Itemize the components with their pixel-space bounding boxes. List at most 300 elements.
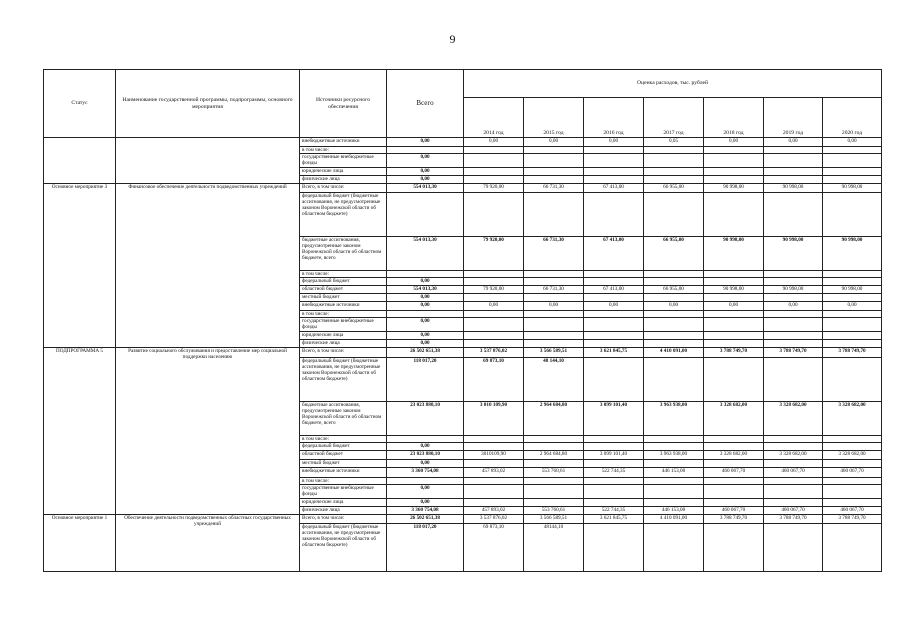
- year-value: [584, 340, 644, 348]
- header-year: 2014 год: [464, 98, 524, 138]
- year-value: [524, 294, 584, 302]
- expenses-table: [43, 69, 882, 572]
- year-value: [764, 460, 823, 468]
- year-value: 79 920,00: [464, 184, 524, 193]
- year-value: [764, 478, 823, 485]
- year-value: [764, 358, 823, 402]
- year-value: [644, 443, 704, 451]
- year-value: [524, 168, 584, 176]
- year-value: 553 760,61: [524, 468, 584, 478]
- funding-source: юридические лица: [300, 332, 387, 340]
- year-value: [464, 168, 524, 176]
- year-value: 3 099 101,40: [584, 451, 644, 460]
- total-value: 0,00: [387, 340, 464, 348]
- year-value: [464, 332, 524, 340]
- year-value: 90 998,00: [704, 286, 764, 294]
- year-value: [764, 485, 823, 499]
- year-value: [764, 499, 823, 507]
- year-value: [584, 499, 644, 507]
- year-value: [524, 478, 584, 485]
- year-value: 90 998,00: [823, 237, 882, 271]
- year-value: [823, 176, 882, 184]
- year-value: [823, 340, 882, 348]
- total-value: 26 502 651,38: [387, 348, 464, 358]
- year-value: [644, 340, 704, 348]
- year-value: [764, 154, 823, 168]
- year-value: [464, 443, 524, 451]
- year-value: [584, 485, 644, 499]
- year-value: 0,00: [524, 138, 584, 147]
- year-value: [584, 176, 644, 184]
- funding-source: физические лица: [300, 340, 387, 348]
- year-value: [584, 460, 644, 468]
- table-row: [44, 515, 882, 524]
- year-value: [704, 147, 764, 154]
- year-value: [584, 193, 644, 237]
- year-value: 0,05: [644, 138, 704, 147]
- funding-source: юридические лица: [300, 168, 387, 176]
- total-value: [387, 147, 464, 154]
- year-value: 522 744,35: [584, 468, 644, 478]
- year-value: [704, 193, 764, 237]
- funding-source: внебюджетные источники: [300, 138, 387, 147]
- total-value: 554 013,30: [387, 286, 464, 294]
- year-value: 460 067,70: [764, 507, 823, 515]
- year-value: [704, 485, 764, 499]
- total-value: 0,00: [387, 302, 464, 311]
- year-value: [823, 358, 882, 402]
- year-value: [764, 318, 823, 332]
- header-name: Наименование государственной программы, подпрограммы, основного мероприятия: [116, 70, 300, 138]
- year-value: 66 731,30: [524, 237, 584, 271]
- year-value: 3 788 749,70: [823, 348, 882, 358]
- year-value: 0,00: [704, 138, 764, 147]
- row-status: [44, 138, 116, 184]
- funding-source: бюджетные ассигнования, предусмотренные законом Воронежской области об областном бюджете, всего: [300, 402, 387, 436]
- header-expenses-group: Оценка расходов, тыс. рублей: [464, 70, 882, 98]
- total-value: 0,00: [387, 176, 464, 184]
- table-row: [44, 184, 882, 193]
- header-year: 2016 год: [584, 98, 644, 138]
- year-value: [644, 358, 704, 402]
- funding-source: физические лица: [300, 176, 387, 184]
- year-value: 3 328 682,00: [764, 451, 823, 460]
- year-value: 67 413,00: [584, 237, 644, 271]
- year-value: [524, 332, 584, 340]
- year-value: 0,00: [823, 302, 882, 311]
- year-value: 0,00: [464, 138, 524, 147]
- total-value: 554 013,30: [387, 237, 464, 271]
- year-value: [764, 168, 823, 176]
- funding-source: федеральный бюджет (бюджетные ассигнования, не предусмотренные законом Воронежской области об областном бюджете): [300, 524, 387, 572]
- year-value: [584, 358, 644, 402]
- year-value: 0,00: [644, 302, 704, 311]
- year-value: 0,00: [464, 302, 524, 311]
- year-value: [464, 294, 524, 302]
- year-value: [524, 443, 584, 451]
- row-program-name: Обеспечение деятельности подведомственных областных государственных учреждений: [116, 515, 300, 572]
- year-value: 4 410 091,00: [644, 515, 704, 524]
- year-value: 3 963 938,00: [644, 451, 704, 460]
- year-value: [704, 168, 764, 176]
- year-value: [464, 193, 524, 237]
- year-value: 0,00: [584, 302, 644, 311]
- year-value: [823, 478, 882, 485]
- year-value: 3 788 749,70: [704, 348, 764, 358]
- page-number: 9: [449, 32, 456, 46]
- year-value: [704, 443, 764, 451]
- year-value: [823, 443, 882, 451]
- year-value: 0,00: [524, 302, 584, 311]
- total-value: 0,00: [387, 318, 464, 332]
- year-value: 3 566 589,51: [524, 515, 584, 524]
- row-status: ПОДПРОГРАММА 5: [44, 348, 116, 515]
- year-value: [644, 154, 704, 168]
- total-value: 554 013,30: [387, 184, 464, 193]
- funding-source: областной бюджет: [300, 286, 387, 294]
- year-value: 66 731,30: [524, 184, 584, 193]
- total-value: [387, 311, 464, 318]
- year-value: 457 893,02: [464, 468, 524, 478]
- total-value: 23 023 880,10: [387, 402, 464, 436]
- year-value: 90 998,00: [823, 184, 882, 193]
- year-value: [823, 524, 882, 572]
- year-value: 460 067,70: [823, 507, 882, 515]
- total-value: 118 017,20: [387, 358, 464, 402]
- funding-source: в том числе:: [300, 311, 387, 318]
- year-value: [464, 485, 524, 499]
- total-value: [387, 478, 464, 485]
- year-value: [464, 318, 524, 332]
- year-value: [764, 340, 823, 348]
- year-value: [704, 436, 764, 443]
- year-value: 90 998,00: [764, 184, 823, 193]
- year-value: [524, 311, 584, 318]
- funding-source: Всего, в том числе:: [300, 184, 387, 193]
- year-value: 90 998,00: [704, 184, 764, 193]
- total-value: [387, 436, 464, 443]
- year-value: [584, 332, 644, 340]
- year-value: 460 067,70: [823, 468, 882, 478]
- funding-source: юридические лица: [300, 499, 387, 507]
- year-value: 79 920,00: [464, 237, 524, 271]
- total-value: [387, 193, 464, 237]
- year-value: 3 328 682,00: [823, 451, 882, 460]
- funding-source: государственные внебюджетные фонды: [300, 318, 387, 332]
- total-value: 0,00: [387, 138, 464, 147]
- funding-source: местный бюджет: [300, 460, 387, 468]
- row-status: Основное мероприятие 3: [44, 184, 116, 348]
- year-value: [764, 294, 823, 302]
- funding-source: в том числе:: [300, 478, 387, 485]
- total-value: 0,00: [387, 294, 464, 302]
- total-value: 0,00: [387, 278, 464, 286]
- year-value: 90 998,00: [704, 237, 764, 271]
- year-value: [823, 294, 882, 302]
- funding-source: федеральный бюджет (бюджетные ассигнования, не предусмотренные законом Воронежской области об областном бюджете): [300, 193, 387, 237]
- funding-source: физические лица: [300, 507, 387, 515]
- year-value: 460 067,70: [704, 468, 764, 478]
- table-row: [44, 348, 882, 358]
- year-value: 3010109,90: [464, 451, 524, 460]
- year-value: 2 964 684,80: [524, 402, 584, 436]
- row-program-name: Финансовое обеспечение деятельности подведомственных учреждений: [116, 184, 300, 348]
- total-value: 0,00: [387, 499, 464, 507]
- year-value: 3 328 682,00: [704, 402, 764, 436]
- year-value: 3 621 845,75: [584, 348, 644, 358]
- year-value: 3 788 749,70: [823, 515, 882, 524]
- year-value: [644, 332, 704, 340]
- year-value: [704, 524, 764, 572]
- year-value: [644, 168, 704, 176]
- funding-source: Всего, в том числе:: [300, 515, 387, 524]
- year-value: [704, 294, 764, 302]
- row-program-name: Развитие социального обслуживания и предоставление мер социальной поддержки населению: [116, 348, 300, 515]
- year-value: [584, 271, 644, 278]
- year-value: 3 566 589,51: [524, 348, 584, 358]
- year-value: 4 410 091,00: [644, 348, 704, 358]
- year-value: 0,00: [704, 302, 764, 311]
- year-value: 3 788 749,70: [704, 515, 764, 524]
- year-value: [464, 499, 524, 507]
- year-value: [644, 485, 704, 499]
- total-value: 0,00: [387, 443, 464, 451]
- year-value: [524, 340, 584, 348]
- total-value: 3 360 754,08: [387, 468, 464, 478]
- header-year: 2018 год: [704, 98, 764, 138]
- year-value: [644, 524, 704, 572]
- year-value: [584, 147, 644, 154]
- year-value: 90 998,00: [764, 286, 823, 294]
- funding-source: государственные внебюджетные фонды: [300, 485, 387, 499]
- total-value: 0,00: [387, 154, 464, 168]
- total-value: 26 502 651,38: [387, 515, 464, 524]
- year-value: [524, 193, 584, 237]
- year-value: [644, 278, 704, 286]
- funding-source: областной бюджет: [300, 451, 387, 460]
- year-value: [644, 176, 704, 184]
- row-status: Основное мероприятие 1: [44, 515, 116, 572]
- year-value: 0,00: [764, 302, 823, 311]
- funding-source: в том числе:: [300, 271, 387, 278]
- total-value: 23 023 880,10: [387, 451, 464, 460]
- year-value: 460 067,70: [764, 468, 823, 478]
- year-value: 3 537 876,02: [464, 515, 524, 524]
- year-value: [584, 318, 644, 332]
- year-value: [704, 154, 764, 168]
- year-value: [704, 176, 764, 184]
- funding-source: государственные внебюджетные фонды: [300, 154, 387, 168]
- year-value: [704, 358, 764, 402]
- year-value: 446 153,00: [644, 507, 704, 515]
- year-value: 66 955,00: [644, 286, 704, 294]
- year-value: 460 067,70: [704, 507, 764, 515]
- year-value: [644, 436, 704, 443]
- year-value: [764, 524, 823, 572]
- year-value: [823, 311, 882, 318]
- year-value: [704, 478, 764, 485]
- funding-source: бюджетные ассигнования, предусмотренные законом Воронежской области об областном бюджете, всего: [300, 237, 387, 271]
- year-value: [704, 499, 764, 507]
- year-value: 0,00: [823, 138, 882, 147]
- total-value: 118 017,20: [387, 524, 464, 572]
- funding-source: внебюджетные источники: [300, 302, 387, 311]
- year-value: [704, 460, 764, 468]
- year-value: [823, 154, 882, 168]
- year-value: 3 328 682,00: [823, 402, 882, 436]
- total-value: 0,00: [387, 168, 464, 176]
- row-program-name: [116, 138, 300, 184]
- year-value: [524, 460, 584, 468]
- year-value: [823, 193, 882, 237]
- year-value: [524, 278, 584, 286]
- year-value: 3 010 109,90: [464, 402, 524, 436]
- year-value: 48 144,10: [524, 358, 584, 402]
- funding-source: в том числе:: [300, 147, 387, 154]
- year-value: [584, 278, 644, 286]
- year-value: [524, 271, 584, 278]
- year-value: 0,00: [764, 138, 823, 147]
- year-value: [524, 436, 584, 443]
- year-value: 66 955,00: [644, 184, 704, 193]
- year-value: [464, 436, 524, 443]
- year-value: 66 731,30: [524, 286, 584, 294]
- year-value: 2 964 684,80: [524, 451, 584, 460]
- year-value: [644, 147, 704, 154]
- total-value: [387, 271, 464, 278]
- year-value: 69 873,10: [464, 524, 524, 572]
- year-value: 3 328 682,00: [764, 402, 823, 436]
- year-value: 522 744,35: [584, 507, 644, 515]
- year-value: [764, 332, 823, 340]
- year-value: [524, 318, 584, 332]
- year-value: [644, 499, 704, 507]
- year-value: [764, 193, 823, 237]
- year-value: [464, 147, 524, 154]
- year-value: [644, 294, 704, 302]
- header-year: 2017 год: [644, 98, 704, 138]
- year-value: [823, 318, 882, 332]
- year-value: [823, 499, 882, 507]
- year-value: 79 920,00: [464, 286, 524, 294]
- year-value: [584, 443, 644, 451]
- year-value: [704, 332, 764, 340]
- funding-source: внебюджетные источники: [300, 468, 387, 478]
- funding-source: федеральный бюджет (бюджетные ассигнования, не предусмотренные законом Воронежской области об областном бюджете): [300, 358, 387, 402]
- header-total: Всего: [387, 70, 464, 138]
- year-value: [644, 311, 704, 318]
- year-value: [644, 271, 704, 278]
- year-value: [823, 147, 882, 154]
- year-value: 3 328 682,00: [704, 451, 764, 460]
- year-value: 3 788 749,70: [764, 348, 823, 358]
- year-value: [823, 436, 882, 443]
- year-value: [524, 147, 584, 154]
- total-value: 0,00: [387, 460, 464, 468]
- year-value: [464, 176, 524, 184]
- header-year: 2020 год: [823, 98, 882, 138]
- year-value: 3 788 749,70: [764, 515, 823, 524]
- year-value: [524, 499, 584, 507]
- year-value: 3 099 101,40: [584, 402, 644, 436]
- total-value: 0,00: [387, 485, 464, 499]
- year-value: 90 998,00: [764, 237, 823, 271]
- year-value: [823, 332, 882, 340]
- year-value: [464, 278, 524, 286]
- year-value: [704, 318, 764, 332]
- year-value: [704, 311, 764, 318]
- year-value: 69 873,10: [464, 358, 524, 402]
- year-value: 48144,10: [524, 524, 584, 572]
- year-value: [644, 318, 704, 332]
- year-value: [764, 147, 823, 154]
- year-value: [584, 168, 644, 176]
- year-value: [584, 436, 644, 443]
- year-value: 66 955,00: [644, 237, 704, 271]
- funding-source: местный бюджет: [300, 294, 387, 302]
- year-value: 67 413,00: [584, 184, 644, 193]
- year-value: [584, 294, 644, 302]
- table-row: [44, 138, 882, 147]
- year-value: [524, 154, 584, 168]
- year-value: [823, 168, 882, 176]
- year-value: [524, 485, 584, 499]
- funding-source: в том числе:: [300, 436, 387, 443]
- year-value: [584, 478, 644, 485]
- year-value: [764, 176, 823, 184]
- year-value: [764, 311, 823, 318]
- year-value: [764, 271, 823, 278]
- year-value: [584, 154, 644, 168]
- year-value: [464, 311, 524, 318]
- year-value: [823, 271, 882, 278]
- year-value: 3 963 938,00: [644, 402, 704, 436]
- year-value: [823, 485, 882, 499]
- year-value: [644, 460, 704, 468]
- year-value: [524, 176, 584, 184]
- total-value: 3 360 754,08: [387, 507, 464, 515]
- year-value: [764, 278, 823, 286]
- total-value: 0,00: [387, 332, 464, 340]
- funding-source: федеральный бюджет: [300, 443, 387, 451]
- funding-source: Всего, в том числе:: [300, 348, 387, 358]
- year-value: [704, 271, 764, 278]
- year-value: [464, 271, 524, 278]
- year-value: [823, 460, 882, 468]
- year-value: [584, 311, 644, 318]
- header-year: 2015 год: [524, 98, 584, 138]
- year-value: [464, 154, 524, 168]
- year-value: [764, 436, 823, 443]
- year-value: [823, 278, 882, 286]
- year-value: [764, 443, 823, 451]
- header-source: Источники ресурсного обеспечения: [300, 70, 387, 138]
- year-value: 446 153,00: [644, 468, 704, 478]
- year-value: 3 621 845,75: [584, 515, 644, 524]
- year-value: 90 998,00: [823, 286, 882, 294]
- year-value: 0,00: [584, 138, 644, 147]
- header-status: Статус: [44, 70, 116, 138]
- header-year: 2019 год: [764, 98, 823, 138]
- year-value: 3 537 876,02: [464, 348, 524, 358]
- funding-source: федеральный бюджет: [300, 278, 387, 286]
- year-value: [464, 460, 524, 468]
- year-value: [704, 278, 764, 286]
- year-value: [644, 193, 704, 237]
- year-value: [464, 478, 524, 485]
- year-value: 553 760,61: [524, 507, 584, 515]
- year-value: 67 413,00: [584, 286, 644, 294]
